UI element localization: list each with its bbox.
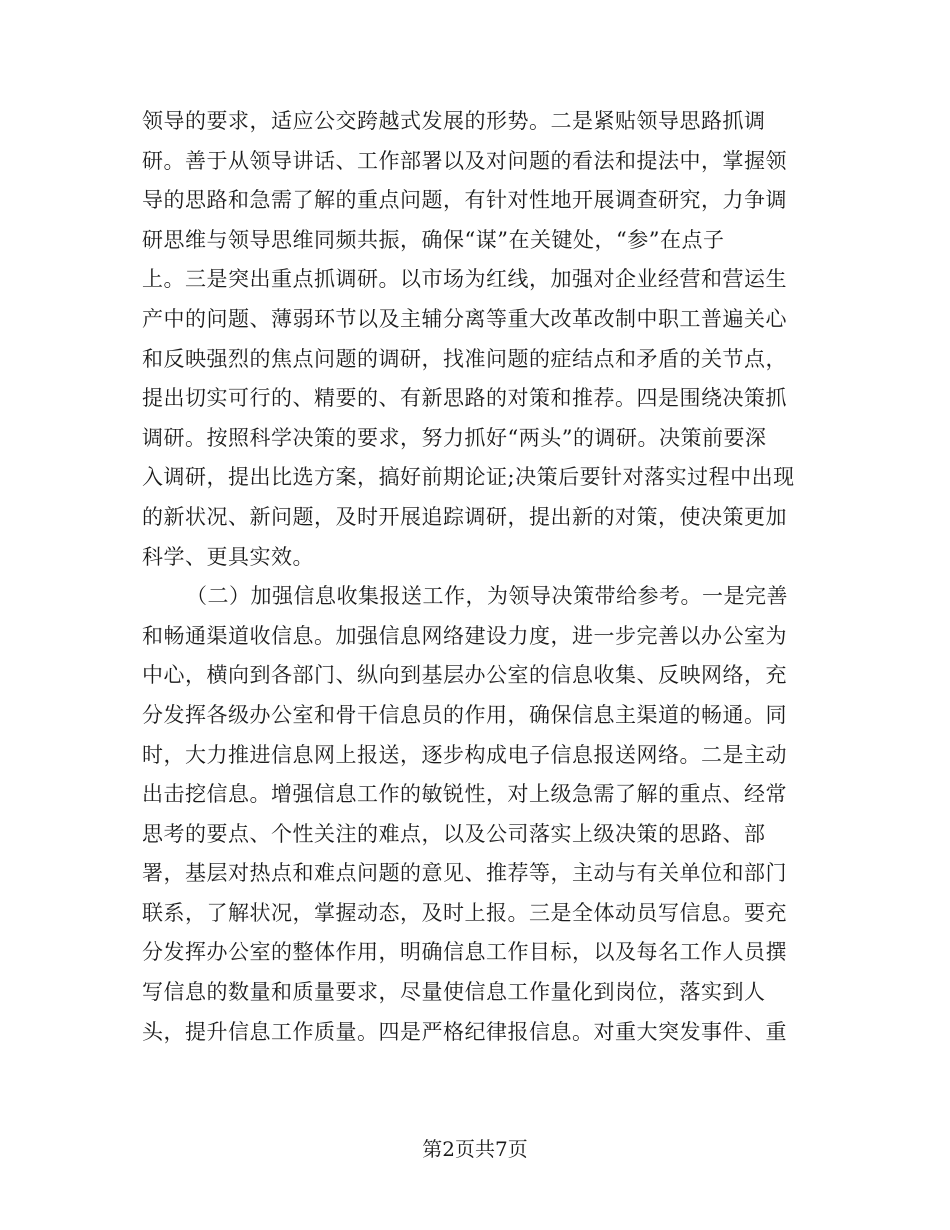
text-line: 和畅通渠道收信息。加强信息网络建设力度，进一步完善以办公室为 bbox=[142, 623, 787, 648]
text-line: 联系，了解状况，掌握动态，及时上报。三是全体动员写信息。要充 bbox=[142, 900, 787, 925]
text-line: 上。三是突出重点抓调研。以市场为红线，加强对企业经营和营运生 bbox=[142, 267, 787, 292]
text-line: 分发挥各级办公室和骨干信息员的作用，确保信息主渠道的畅通。同 bbox=[142, 702, 787, 727]
text-line: 入调研，提出比选方案，搞好前期论证;决策后要针对落实过程中出现 bbox=[142, 465, 795, 490]
text-line: 署，基层对热点和难点问题的意见、推荐等，主动与有关单位和部门 bbox=[142, 861, 787, 886]
text-line: 中心，横向到各部门、纵向到基层办公室的信息收集、反映网络，充 bbox=[142, 663, 787, 688]
text-line: 思考的要点、个性关注的难点，以及公司落实上级决策的思路、部 bbox=[142, 821, 766, 846]
text-line: 出击挖信息。增强信息工作的敏锐性，对上级急需了解的重点、经常 bbox=[142, 782, 787, 807]
text-line: 的新状况、新问题，及时开展追踪调研，提出新的对策，使决策更加 bbox=[142, 504, 787, 529]
text-line: 产中的问题、薄弱环节以及主辅分离等重大改革改制中职工普遍关心 bbox=[142, 306, 787, 331]
text-line: 分发挥办公室的整体作用，明确信息工作目标，以及每名工作人员撰 bbox=[142, 940, 787, 965]
text-line: 导的思路和急需了解的重点问题，有针对性地开展调查研究，力争调 bbox=[142, 188, 787, 213]
text-line: 头，提升信息工作质量。四是严格纪律报信息。对重大突发事件、重 bbox=[142, 1019, 787, 1044]
text-line: 写信息的数量和质量要求，尽量使信息工作量化到岗位，落实到人 bbox=[142, 980, 766, 1005]
text-line: 科学、更具实效。 bbox=[142, 544, 314, 569]
text-line: 调研。按照科学决策的要求，努力抓好“两头”的调研。决策前要深 bbox=[142, 425, 767, 450]
page-number: 第2页共7页 bbox=[422, 1137, 528, 1161]
section-heading-line: （二）加强信息收集报送工作，为领导决策带给参考。一是完善 bbox=[186, 584, 788, 609]
text-line: 研思维与领导思维同频共振，确保“谋”在关键处，“参”在点子 bbox=[142, 227, 725, 252]
text-line: 提出切实可行的、精要的、有新思路的对策和推荐。四是围绕决策抓 bbox=[142, 386, 787, 411]
text-line: 领导的要求，适应公交跨越式发展的形势。二是紧贴领导思路抓调 bbox=[142, 109, 766, 133]
text-line: 和反映强烈的焦点问题的调研，找准问题的症结点和矛盾的关节点， bbox=[142, 346, 787, 371]
body-text bbox=[142, 102, 822, 1052]
text-line: 研。善于从领导讲话、工作部署以及对问题的看法和提法中，掌握领 bbox=[142, 148, 787, 173]
text-line: 时，大力推进信息网上报送，逐步构成电子信息报送网络。二是主动 bbox=[142, 742, 787, 767]
